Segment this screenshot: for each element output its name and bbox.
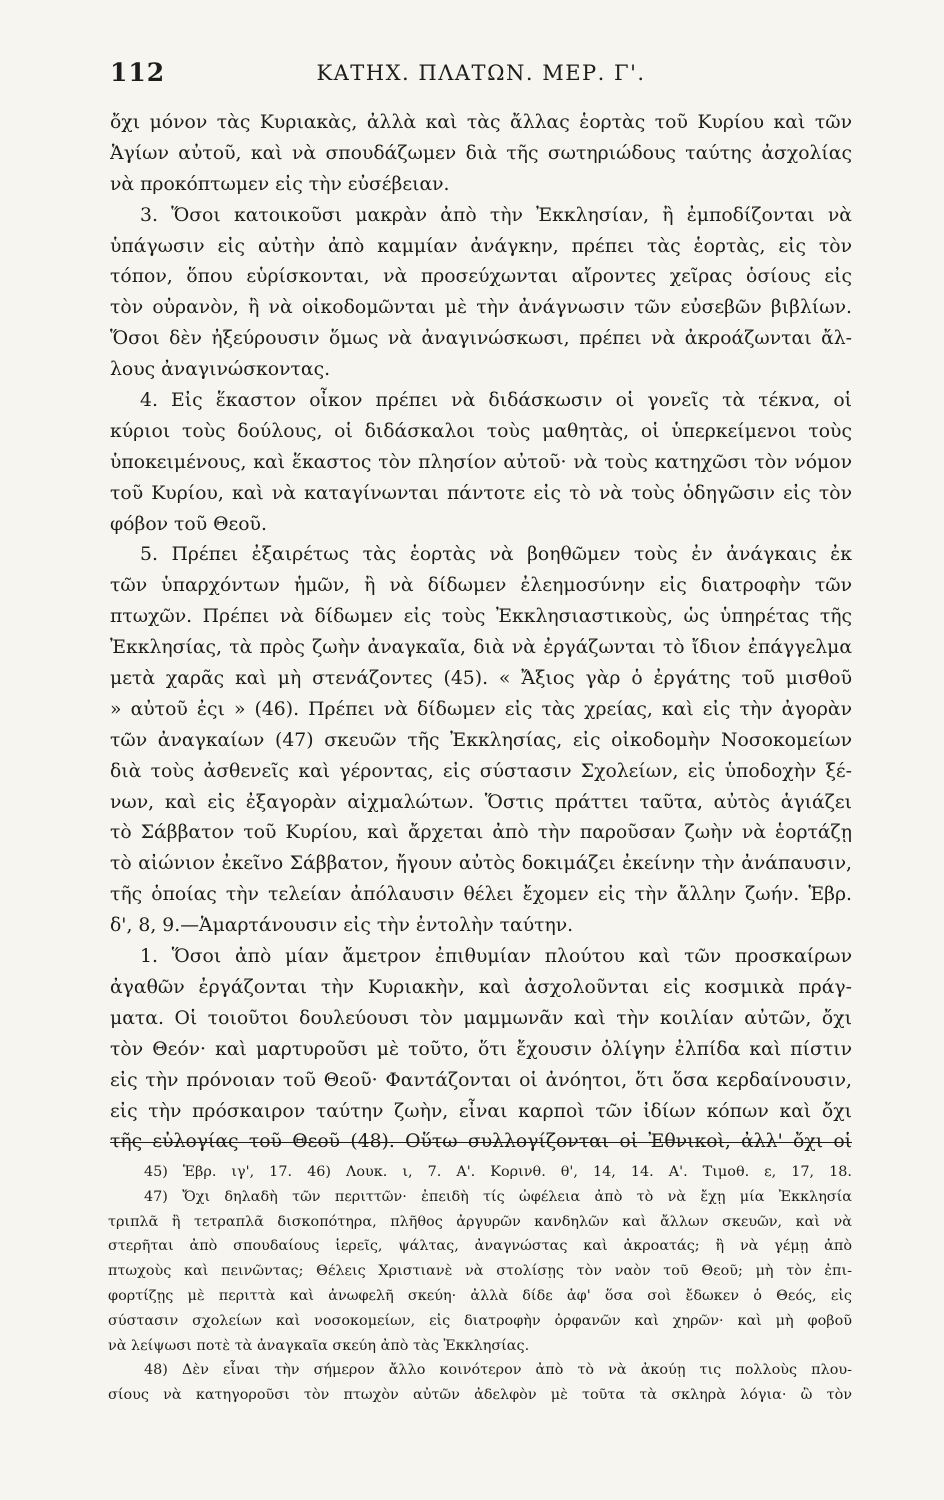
body-line: λους ἀναγινώσκοντας. bbox=[110, 359, 331, 381]
body-line: πτωχῶν. Πρέπει νὰ δίδωμεν εἰς τοὺς Ἐκκλησιαστικοὺς, ὡς ὑπηρέτας τῆς bbox=[110, 606, 852, 628]
body-line: νὰ προκόπτωμεν εἰς τὴν εὐσέβειαν. bbox=[110, 173, 450, 195]
body-line: εἰς τὴν πρόνοιαν τοῦ Θεοῦ· Φαντάζονται οἱ ἀνόητοι, ὅτι ὅσα κερδαίνουσιν, bbox=[110, 1069, 852, 1091]
footnote-line: φορτίζῃς μὲ περιττὰ καὶ ἀνωφελῆ σκεύη· ἀλλὰ δίδε ἀφ' ὅσα σοὶ ἔδωκεν ὁ Θεός, εἰς bbox=[108, 1287, 852, 1304]
body-line: Ὅσοι δὲν ἠξεύρουσιν ὅμως νὰ ἀναγινώσκωσι, πρέπει νὰ ἀκροάζωνται ἄλ- bbox=[110, 328, 852, 350]
footnote-line: σίους νὰ κατηγοροῦσι τὸν πτωχὸν αὐτῶν ἀδελφὸν μὲ τοῦτα τὰ σκληρὰ λόγια· ὢ τὸν bbox=[108, 1387, 852, 1404]
body-line: 1. Ὅσοι ἀπὸ μίαν ἄμετρον ἐπιθυμίαν πλούτου καὶ τῶν προσκαίρων bbox=[140, 946, 852, 968]
body-line: δ', 8, 9.—Ἁμαρτάνουσιν εἰς τὴν ἐντολὴν ταύτην. bbox=[110, 915, 574, 937]
body-text bbox=[110, 108, 852, 1158]
body-line: εἰς τὴν πρόσκαιρον ταύτην ζωὴν, εἶναι καρποὶ τῶν ἰδίων κόπων καὶ ὄχι bbox=[110, 1100, 852, 1122]
body-line: ὑπάγωσιν εἰς αὐτὴν ἀπὸ καμμίαν ἀνάγκην, πρέπει τὰς ἑορτὰς, εἰς τὸν bbox=[110, 235, 852, 257]
body-line: διὰ τοὺς ἀσθενεῖς καὶ γέροντας, εἰς σύστασιν Σχολείων, εἰς ὑποδοχὴν ξέ- bbox=[110, 760, 852, 782]
body-line: τῆς ὁποίας τὴν τελείαν ἀπόλαυσιν θέλει ἔχομεν εἰς τὴν ἄλλην ζωήν. Ἑβρ. bbox=[110, 884, 852, 906]
footnote-line: 47) Ὄχι δηλαδὴ τῶν περιττῶν· ἐπειδὴ τίς ὠφέλεια ἀπὸ τὸ νὰ ἔχῃ μία Ἐκκλησία bbox=[144, 1188, 852, 1205]
body-line: ἀγαθῶν ἐργάζονται τὴν Κυριακὴν, καὶ ἀσχολοῦνται εἰς κοσμικὰ πράγ- bbox=[110, 976, 852, 998]
body-line: τὸ αἰώνιον ἐκεῖνο Σάββατον, ἤγουν αὐτὸς δοκιμάζει ἐκείνην τὴν ἀνάπαυσιν, bbox=[110, 853, 852, 875]
footnote-separator bbox=[110, 1142, 852, 1143]
body-line: ὄχι μόνον τὰς Κυριακὰς, ἀλλὰ καὶ τὰς ἄλλας ἑορτὰς τοῦ Κυρίου καὶ τῶν bbox=[110, 112, 852, 133]
running-head: ΚΑΤΗΧ. ΠΛΑΤΩΝ. ΜΕΡ. Γ'. bbox=[316, 61, 646, 85]
body-line: 5. Πρέπει ἐξαιρέτως τὰς ἑορτὰς νὰ βοηθῶμεν τοὺς ἐν ἀνάγκαις ἐκ bbox=[140, 544, 852, 566]
body-line: τῶν ὑπαρχόντων ἡμῶν, ἢ νὰ δίδωμεν ἐλεημοσύνην εἰς διατροφὴν τῶν bbox=[110, 575, 852, 597]
body-line: τῆς εὐλογίας τοῦ Θεοῦ (48). Οὕτω συλλογίζονται οἱ Ἐθνικοὶ, ἀλλ' ὄχι οἱ bbox=[110, 1131, 852, 1153]
body-line: τοῦ Κυρίου, καὶ νὰ καταγίνωνται πάντοτε εἰς τὸ νὰ τοὺς ὁδηγῶσιν εἰς τὸν bbox=[110, 482, 852, 504]
page-header bbox=[110, 58, 852, 94]
body-line: 4. Εἰς ἕκαστον οἶκον πρέπει νὰ διδάσκωσιν οἱ γονεῖς τὰ τέκνα, οἱ bbox=[140, 390, 852, 412]
body-line: κύριοι τοὺς δούλους, οἱ διδάσκαλοι τοὺς μαθητὰς, οἱ ὑπερκείμενοι τοὺς bbox=[110, 420, 852, 442]
page-number: 112 bbox=[110, 58, 166, 87]
body-line: τόπον, ὅπου εὑρίσκονται, νὰ προσεύχωνται αἴροντες χεῖρας ὁσίους εἰς bbox=[110, 266, 852, 288]
footnote-line: νὰ λείψωσι ποτὲ τὰ ἀναγκαῖα σκεύη ἀπὸ τὰς Ἐκκλησίας. bbox=[108, 1337, 530, 1354]
footnote-line: στερῆται ἀπὸ σπουδαίους ἱερεῖς, ψάλτας, ἀναγνώστας καὶ ἀκροατάς; ἢ νὰ γέμῃ ἀπὸ bbox=[108, 1238, 852, 1255]
body-line: ματα. Οἱ τοιοῦτοι δουλεύουσι τὸν μαμμωνᾶν καὶ τὴν κοιλίαν αὐτῶν, ὄχι bbox=[110, 1007, 852, 1029]
body-line: φόβον τοῦ Θεοῦ. bbox=[110, 513, 267, 535]
footnote-line: τριπλᾶ ἢ τετραπλᾶ δισκοπότηρα, πλῆθος ἀργυρῶν κανδηλῶν καὶ ἄλλων σκευῶν, καὶ νὰ bbox=[108, 1213, 852, 1230]
body-line: Ἐκκλησίας, τὰ πρὸς ζωὴν ἀναγκαῖα, διὰ νὰ ἐργάζωνται τὸ ἴδιον ἐπάγγελμα bbox=[110, 637, 852, 659]
footnote-line: σύστασιν σχολείων καὶ νοσοκομείων, εἰς διατροφὴν ὀρφανῶν καὶ χηρῶν· καὶ μὴ φοβοῦ bbox=[108, 1312, 852, 1329]
body-line: τὸν Θεόν· καὶ μαρτυροῦσι μὲ τοῦτο, ὅτι ἔχουσιν ὀλίγην ἐλπίδα καὶ πίστιν bbox=[110, 1038, 852, 1060]
body-line: » αὐτοῦ ἐςι » (46). Πρέπει νὰ δίδωμεν εἰς τὰς χρείας, καὶ εἰς τὴν ἀγορὰν bbox=[110, 698, 852, 720]
body-line: τῶν ἀναγκαίων (47) σκευῶν τῆς Ἐκκλησίας, εἰς οἰκοδομὴν Νοσοκομείων bbox=[110, 729, 852, 751]
body-line: τὸν οὐρανὸν, ἢ νὰ οἰκοδομῶνται μὲ τὴν ἀνάγνωσιν τῶν εὐσεβῶν βιβλίων. bbox=[110, 297, 852, 319]
body-line: τὸ Σάββατον τοῦ Κυρίου, καὶ ἄρχεται ἀπὸ τὴν παροῦσαν ζωὴν νὰ ἑορτάζῃ bbox=[110, 822, 852, 844]
body-line: νων, καὶ εἰς ἐξαγορὰν αἰχμαλώτων. Ὅστις πράττει ταῦτα, αὐτὸς ἁγιάζει bbox=[110, 791, 852, 813]
footnote-line: πτωχοὺς καὶ πεινῶντας; Θέλεις Χριστιανὲ νὰ στολίσῃς τὸν ναὸν τοῦ Θεοῦ; μὴ τὸν ἐπι- bbox=[108, 1263, 852, 1280]
footnotes bbox=[108, 1160, 852, 1408]
body-line: 3. Ὅσοι κατοικοῦσι μακρὰν ἀπὸ τὴν Ἐκκλησίαν, ἢ ἐμποδίζονται νὰ bbox=[140, 204, 852, 226]
body-line: Ἁγίων αὐτοῦ, καὶ νὰ σπουδάζωμεν διὰ τῆς σωτηριώδους ταύτης ἀσχολίας bbox=[110, 142, 852, 164]
footnote-line: 45) Ἑβρ. ιγ', 17. 46) Λουκ. ι, 7. Α'. Κορινθ. θ', 14, 14. Α'. Τιμοθ. ε, 17, 18. bbox=[144, 1164, 852, 1180]
body-line: μετὰ χαρᾶς καὶ μὴ στενάζοντες (45). « Ἄξιος γὰρ ὁ ἐργάτης τοῦ μισθοῦ bbox=[110, 668, 852, 690]
footnote-line: 48) Δὲν εἶναι τὴν σήμερον ἄλλο κοινότερον ἀπὸ τὸ νὰ ἀκούῃ τις πολλοὺς πλου- bbox=[144, 1362, 852, 1379]
body-line: ὑποκειμένους, καὶ ἕκαστος τὸν πλησίον αὐτοῦ· νὰ τοὺς κατηχῶσι τὸν νόμον bbox=[110, 451, 852, 473]
